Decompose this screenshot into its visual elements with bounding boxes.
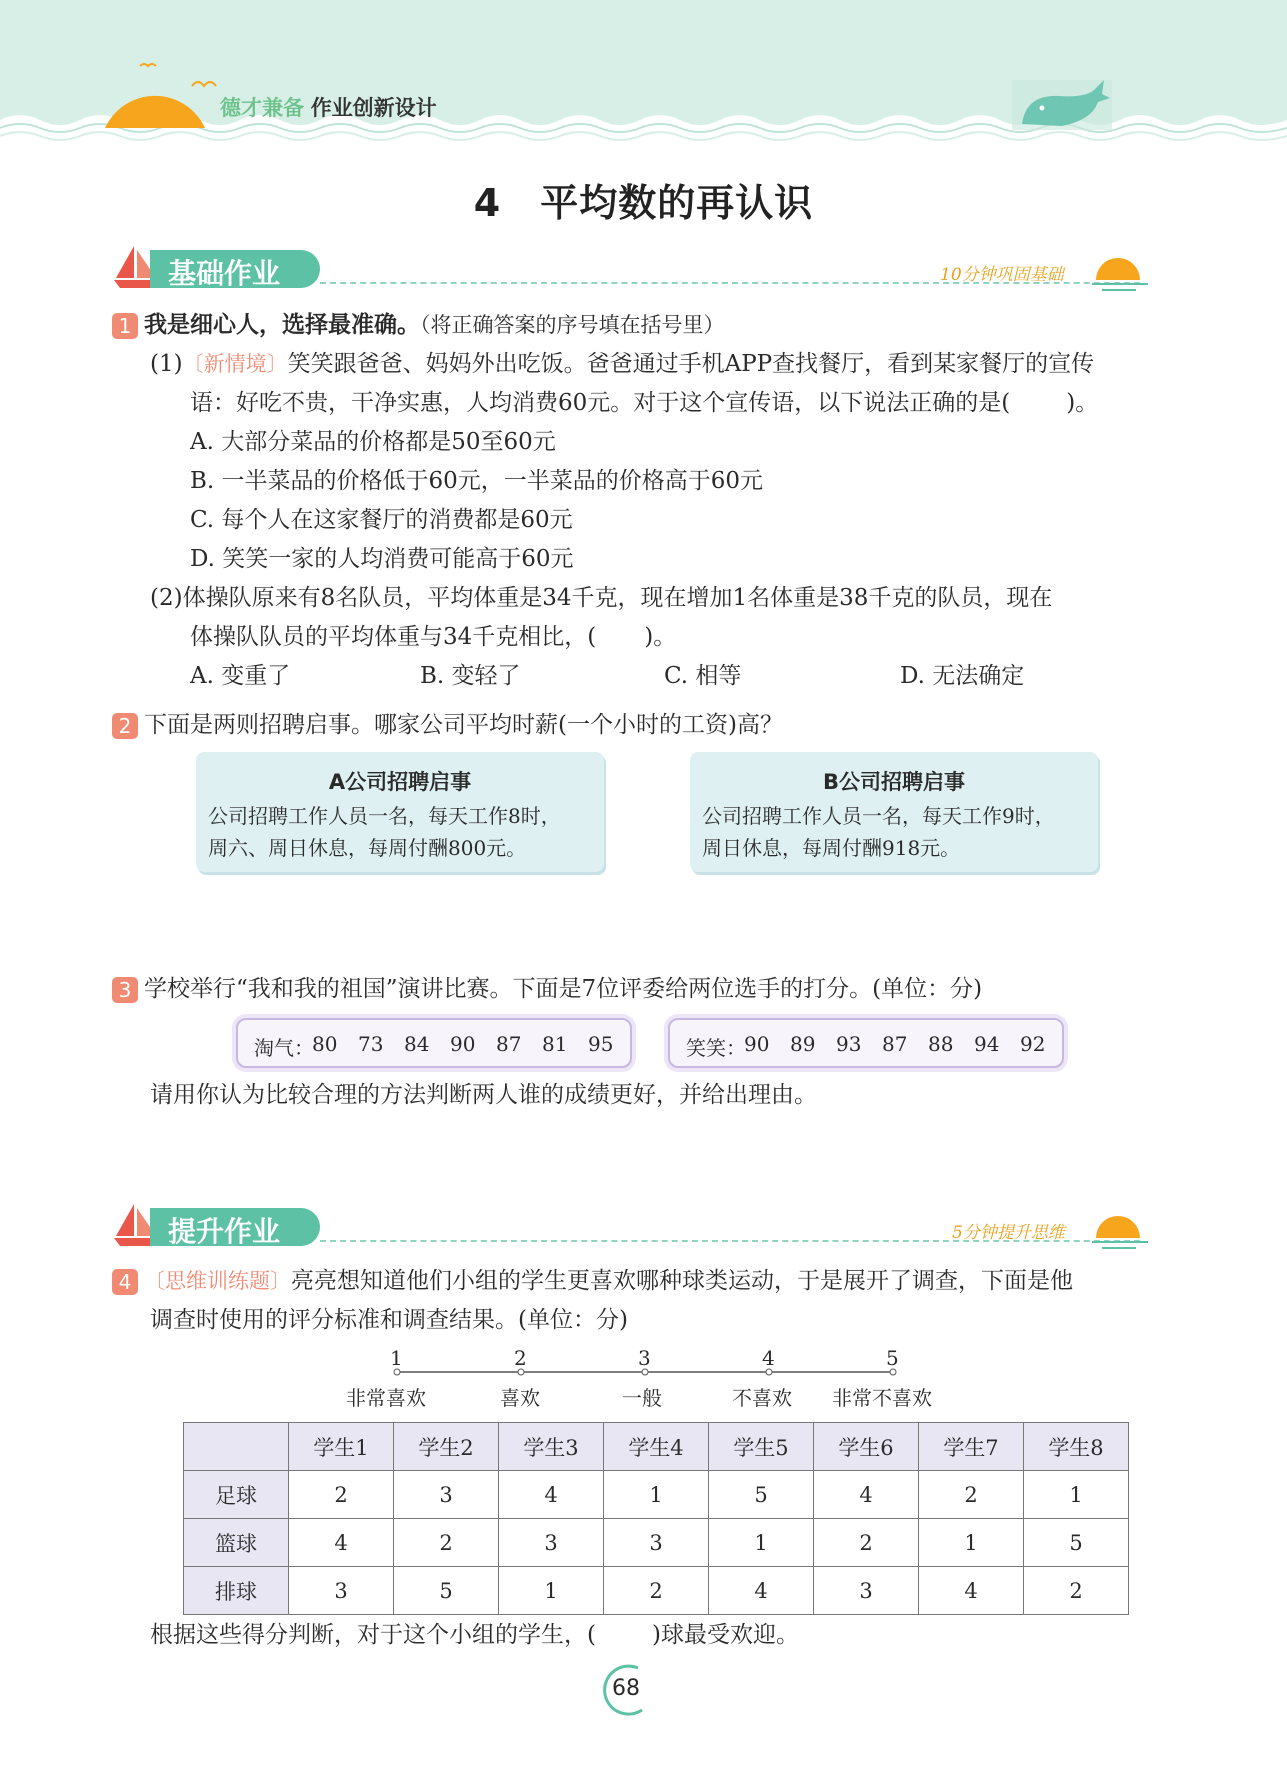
scale-number: 2 [514, 1346, 527, 1370]
q1-p2-text2-end: )。 [644, 624, 677, 650]
brand-green-text: 德才兼备 [220, 96, 304, 120]
q1-p1-text2: 语：好吃不贵，干净实惠，人均消费60元。对于这个宣传语，以下说法正确的是( [190, 390, 1011, 416]
q1-p2-option-a: A. 变重了 [190, 663, 291, 689]
player2-score: 92 [1020, 1032, 1046, 1056]
table-cell: 2 [289, 1471, 394, 1519]
company-b-line2: 周日休息，每周付酬918元。 [702, 836, 961, 860]
q1-head: 我是细心人，选择最准确。 [144, 312, 420, 338]
table-cell: 1 [919, 1519, 1024, 1567]
q1-p2-option-c: C. 相等 [664, 663, 742, 689]
q1-p1-option-c: C. 每个人在这家餐厅的消费都是60元 [190, 507, 573, 533]
table-cell: 2 [814, 1519, 919, 1567]
table-cell: 1 [1024, 1471, 1129, 1519]
q4-answer-text: 根据这些得分判断，对于这个小组的学生，( [150, 1622, 596, 1648]
q3-number: 3 [112, 977, 138, 1003]
table-cell: 3 [289, 1567, 394, 1615]
q1-p1-line2 [190, 388, 1098, 418]
brand-dark-text: 作业创新设计 [310, 96, 437, 120]
section1-hint: 10分钟巩固基础 [940, 265, 1064, 285]
table-header-cell: 学生7 [919, 1423, 1024, 1471]
q4-line2: 调查时使用的评分标准和调查结果。(单位：分) [150, 1307, 628, 1333]
table-cell: 2 [604, 1567, 709, 1615]
table-header-cell: 学生5 [709, 1423, 814, 1471]
table-header-row [184, 1423, 1129, 1471]
q1-heading [112, 310, 725, 340]
table-row [184, 1519, 1129, 1567]
table-cell: 4 [919, 1567, 1024, 1615]
table-header-cell: 学生4 [604, 1423, 709, 1471]
company-a-line1: 公司招聘工作人员一名，每天工作8时， [208, 804, 561, 828]
company-a-line2: 周六、周日休息，每周付酬800元。 [208, 836, 527, 860]
q1-p2-text2: 体操队队员的平均体重与34千克相比，( [190, 624, 597, 650]
section2-banner [150, 1208, 320, 1246]
table-row [184, 1471, 1129, 1519]
player2-score: 93 [836, 1032, 862, 1056]
q3-ask: 请用你认为比较合理的方法判断两人谁的成绩更好，并给出理由。 [150, 1082, 817, 1108]
header-brand [220, 92, 437, 122]
q2-text: 下面是两则招聘启事。哪家公司平均时薪(一个小时的工资)高？ [144, 712, 783, 738]
player1-name: 淘气： [254, 1036, 314, 1060]
q3-heading [112, 974, 982, 1004]
q1-number: 1 [112, 313, 138, 339]
table-header-cell: 学生1 [289, 1423, 394, 1471]
table-row-head: 篮球 [184, 1519, 289, 1567]
q4-tag: 〔思维训练题〕 [144, 1269, 291, 1293]
q1-p1-option-d: D. 笑笑一家的人均消费可能高于60元 [190, 546, 574, 572]
player1-score: 81 [542, 1032, 568, 1056]
table-cell: 1 [709, 1519, 814, 1567]
player2-score: 88 [928, 1032, 954, 1056]
player1-score: 84 [404, 1032, 430, 1056]
q1-p1-text2-end: )。 [1066, 390, 1099, 416]
scale-label: 一般 [622, 1386, 662, 1410]
sunset-icon [1092, 1208, 1148, 1252]
scale-number: 5 [886, 1346, 899, 1370]
scale-label: 非常不喜欢 [832, 1386, 932, 1410]
scale-label: 非常喜欢 [346, 1386, 426, 1410]
table-cell: 5 [394, 1567, 499, 1615]
table-cell: 3 [814, 1567, 919, 1615]
player2-score: 89 [790, 1032, 816, 1056]
table-cell: 3 [604, 1519, 709, 1567]
section2-label: 提升作业 [168, 1215, 281, 1248]
player2-score: 87 [882, 1032, 908, 1056]
table-row [184, 1567, 1129, 1615]
table-header-cell: 学生6 [814, 1423, 919, 1471]
q1-p2-option-b: B. 变轻了 [420, 663, 521, 689]
q1-p2-line1: (2)体操队原来有8名队员，平均体重是34千克，现在增加1名体重是38千克的队员，现在 [150, 585, 1053, 611]
table-cell: 2 [1024, 1567, 1129, 1615]
section1-label: 基础作业 [168, 257, 281, 290]
table-header-cell: 学生2 [394, 1423, 499, 1471]
scale-number: 3 [638, 1346, 651, 1370]
page-title: 4 平均数的再认识 [473, 181, 814, 225]
q1-p1-label: (1) [150, 351, 183, 377]
table-cell: 4 [289, 1519, 394, 1567]
company-a-card [196, 752, 604, 872]
company-b-line1: 公司招聘工作人员一名，每天工作9时， [702, 804, 1055, 828]
table-cell: 1 [604, 1471, 709, 1519]
q3-text: 学校举行“我和我的祖国”演讲比赛。下面是7位评委给两位选手的打分。(单位：分) [144, 976, 983, 1002]
table-row-head: 排球 [184, 1567, 289, 1615]
player1-score: 90 [450, 1032, 476, 1056]
scale-number: 1 [390, 1346, 403, 1370]
table-cell: 5 [709, 1471, 814, 1519]
q4-answer-text-end: )球最受欢迎。 [651, 1622, 799, 1648]
survey-table [183, 1422, 1129, 1615]
player2-score: 90 [744, 1032, 770, 1056]
table-cell: 4 [499, 1471, 604, 1519]
company-b-title: B公司招聘启事 [822, 770, 965, 794]
section1-banner [150, 250, 320, 288]
table-cell: 1 [499, 1567, 604, 1615]
q1-p2-line2 [190, 622, 676, 652]
q2-number: 2 [112, 713, 138, 739]
q4-line1 [112, 1266, 1073, 1296]
company-b-card [690, 752, 1098, 872]
scale-label: 喜欢 [500, 1386, 540, 1410]
q4-number: 4 [112, 1269, 138, 1295]
q4-text1: 亮亮想知道他们小组的学生更喜欢哪种球类运动，于是展开了调查，下面是他 [291, 1268, 1073, 1294]
q1-p1-text1: 笑笑跟爸爸、妈妈外出吃饭。爸爸通过手机APP查找餐厅，看到某家餐厅的宣传 [287, 351, 1095, 377]
player2-scores [668, 1018, 1064, 1068]
q1-p1-tag: 〔新情境〕 [182, 352, 288, 376]
player1-score: 80 [312, 1032, 338, 1056]
table-header-cell: 学生3 [499, 1423, 604, 1471]
player2-name: 笑笑： [686, 1036, 746, 1060]
table-cell: 5 [1024, 1519, 1129, 1567]
q1-note: （将正确答案的序号填在括号里） [420, 313, 725, 337]
page-number: 68 [612, 1676, 640, 1701]
q1-p1-option-b: B. 一半菜品的价格低于60元，一半菜品的价格高于60元 [190, 468, 764, 494]
table-cell: 3 [394, 1471, 499, 1519]
scale-number: 4 [762, 1346, 775, 1370]
q1-p1-line1 [150, 349, 1094, 379]
player1-score: 73 [358, 1032, 384, 1056]
table-cell: 3 [499, 1519, 604, 1567]
player1-score: 87 [496, 1032, 522, 1056]
table-header-cell: 学生8 [1024, 1423, 1129, 1471]
table-cell: 2 [919, 1471, 1024, 1519]
bird-icon [190, 76, 218, 94]
table-cell: 4 [814, 1471, 919, 1519]
q4-answer-line [150, 1620, 799, 1650]
table-row-head: 足球 [184, 1471, 289, 1519]
player1-score: 95 [588, 1032, 614, 1056]
q2-heading [112, 710, 783, 740]
table-cell: 4 [709, 1567, 814, 1615]
q1-p2-option-d: D. 无法确定 [900, 663, 1025, 689]
whale-icon [1012, 76, 1112, 130]
company-a-title: A公司招聘启事 [328, 770, 472, 794]
sunset-icon [1092, 250, 1148, 294]
table-header-cell [184, 1423, 289, 1471]
q1-p1-option-a: A. 大部分菜品的价格都是50至60元 [190, 429, 556, 455]
player2-score: 94 [974, 1032, 1000, 1056]
table-cell: 2 [394, 1519, 499, 1567]
section2-hint: 5分钟提升思维 [952, 1223, 1065, 1243]
player1-scores [236, 1018, 632, 1068]
scale-label: 不喜欢 [732, 1386, 792, 1410]
